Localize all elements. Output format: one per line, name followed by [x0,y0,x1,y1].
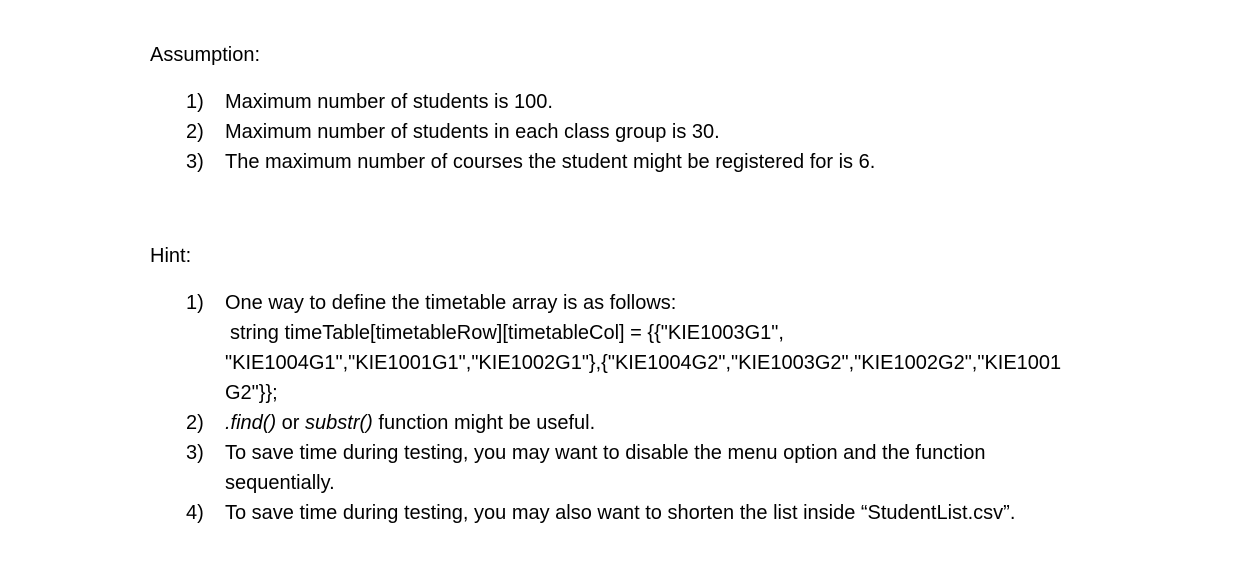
list-text: The maximum number of courses the student might be registered for is 6. [225,151,876,173]
list-text: or [276,412,306,434]
list-text: One way to define the timetable array is as follows: [225,292,677,314]
list-item [0,147,1085,177]
list-item [0,408,1085,438]
list-item [0,87,1085,117]
list-number: 3) [186,442,204,464]
assumption-list [0,87,1085,177]
hint-heading: Hint: [150,245,192,267]
code-line: "KIE1004G1","KIE1001G1","KIE1002G1"},{"KIE1004G2","KIE1003G2","KIE1002G2","KIE1001 [225,352,1062,374]
list-number: 3) [186,151,204,173]
list-number: 2) [186,412,204,434]
list-text: Maximum number of students in each class group is 30. [225,121,720,143]
function-name: .find() [225,412,277,434]
list-item [0,498,1085,528]
list-number: 1) [186,91,204,113]
list-text: Maximum number of students is 100. [225,91,553,113]
code-line: G2"}}; [225,382,278,404]
code-line: string timeTable[timetableRow][timetableCol] = {{"KIE1003G1", [230,322,784,344]
list-item [0,288,1085,408]
list-item [0,117,1085,147]
list-number: 4) [186,502,204,524]
hint-list [0,288,1085,528]
list-text: sequentially. [225,472,335,494]
list-item [0,438,1085,498]
list-text: To save time during testing, you may want to disable the menu option and the function [225,442,986,464]
list-number: 2) [186,121,204,143]
assumption-heading: Assumption: [150,44,261,66]
list-text: To save time during testing, you may also want to shorten the list inside “StudentList.csv”. [225,502,1016,524]
function-name: substr() [305,412,373,434]
list-text: function might be useful. [372,412,596,434]
list-number: 1) [186,292,204,314]
